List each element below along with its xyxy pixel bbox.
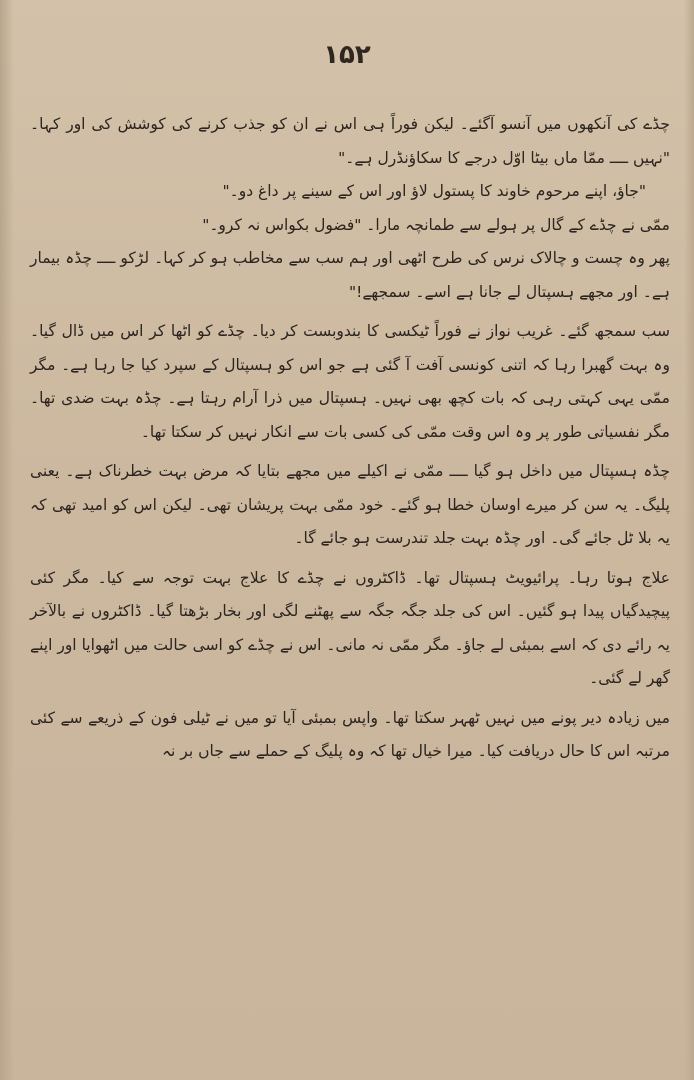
- paragraph-8: میں زیادہ دیر پونے میں نہیں ٹھہر سکتا تھا۔ واپس بمبئی آیا تو میں نے ٹیلی فون کے ذریعے سے کئی مرتبہ اس کا حال دریافت کیا۔ میرا خیال تھا کہ وہ پلیگ کے حملے سے جاں بر نہ: [30, 708, 670, 760]
- page-body-text: [30, 108, 670, 1048]
- paragraph-2: "جاؤ، اپنے مرحوم خاوند کا پستول لاؤ اور اس کے سینے پر داغ دو۔": [222, 182, 646, 200]
- page-number: ۱۵۲: [323, 40, 371, 70]
- paragraph-4: پھر وہ چست و چالاک نرس کی طرح اٹھی اور ہم سب سے مخاطب ہو کر کہا۔ لڑکو ــــ چڈہ بیمار ہے۔ اور مجھے ہسپتال لے جانا ہے اسے۔ سمجھے!": [30, 249, 670, 301]
- paragraph-5: سب سمجھ گئے۔ غریب نواز نے فوراً ٹیکسی کا بندوبست کر دیا۔ چڈے کو اٹھا کر اس میں ڈال گیا۔ وہ بہت گھبرا رہا کہ اتنی کونسی آفت آ گئی ہے جو اس کو ہسپتال کے سپرد کیا جا رہا ہے۔ مگر ممّی یہی کہتی رہی کہ بات کچھ بھی نہیں۔ ہسپتال میں ذرا آرام رہتا ہے۔ چڈہ بہت ضدی تھا۔ مگر نفسیاتی طور پر وہ اس وقت ممّی کی کسی بات سے انکار نہیں کر سکتا تھا۔: [30, 322, 670, 441]
- paragraph-1: چڈے کی آنکھوں میں آنسو آگئے۔ لیکن فوراً ہی اس نے ان کو جذب کرنے کی کوشش کی اور کہا۔ "نہیں ــــ ممّا ماں بیٹا اوّل درجے کا سکاؤنڈرل ہے۔": [30, 115, 670, 167]
- paragraph-6: چڈہ ہسپتال میں داخل ہو گیا ــــ ممّی نے اکیلے میں مجھے بتایا کہ مرض بہت خطرناک ہے۔ یعنی پلیگ۔ یہ سن کر میرے اوسان خطا ہو گئے۔ خود ممّی بہت پریشان تھی۔ لیکن اس کو امید تھی کہ یہ بلا ٹل جائے گی۔ اور چڈہ بہت جلد تندرست ہو جائے گا۔: [30, 462, 670, 547]
- paragraph-3: ممّی نے چڈے کے گال پر ہولے سے طمانچہ مارا۔ "فضول بکواس نہ کرو۔": [202, 215, 670, 234]
- paragraph-7: علاج ہوتا رہا۔ پرائیویٹ ہسپتال تھا۔ ڈاکٹروں نے چڈے کا علاج بہت توجہ سے کیا۔ مگر کئی پیچیدگیاں پیدا ہو گئیں۔ اس کی جلد جگہ جگہ سے پھٹنے لگی اور بخار بڑھتا گیا۔ ڈاکٹروں نے بالآخر یہ رائے دی کہ اسے بمبئی لے جاؤ۔ مگر ممّی نہ مانی۔ اس نے چڈے کو اسی حالت میں اٹھوایا اور اپنے گھر لے گئی۔: [30, 568, 670, 687]
